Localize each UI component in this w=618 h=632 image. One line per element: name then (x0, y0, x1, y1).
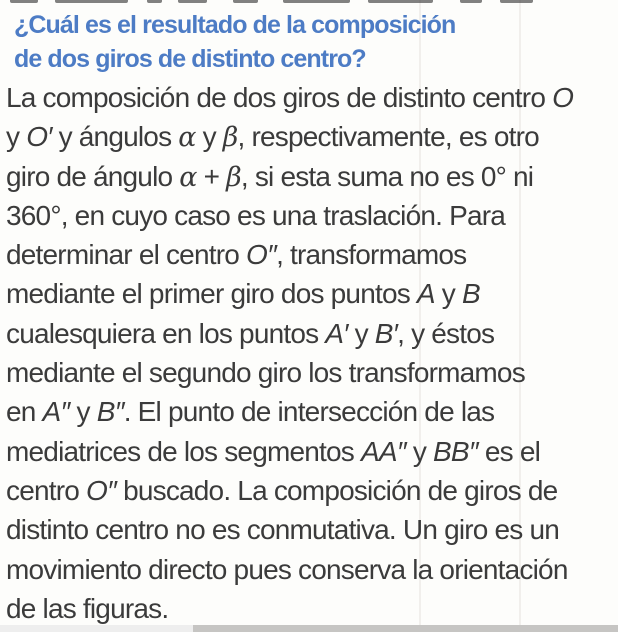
body-line (6, 589, 573, 628)
text-run: y (195, 121, 223, 153)
math-variable: B (461, 278, 480, 310)
text-run: , y éstos (397, 317, 495, 349)
text-run: y (6, 121, 27, 153)
body-line (6, 78, 573, 117)
scan-artifact-dash (368, 0, 433, 3)
scan-artifact-dash (500, 0, 533, 3)
heading-line-2: de dos giros de distinto centro? (14, 45, 366, 73)
greek-symbol: β (226, 161, 241, 193)
scan-artifact-top-edge (0, 0, 618, 4)
body-line (6, 471, 573, 510)
body-line (6, 432, 573, 471)
bottom-bar (0, 625, 618, 632)
math-variable: B″ (96, 396, 124, 428)
greek-symbol: β (222, 122, 238, 154)
math-variable: A′ (325, 317, 348, 349)
text-run: y (434, 278, 462, 310)
scan-artifact-dash (10, 0, 38, 3)
scan-artifact-dash (147, 0, 162, 3)
math-variable: B′ (374, 317, 398, 349)
text-run: , si esta suma no es 0° ni (240, 160, 534, 192)
scan-artifact-dash (178, 0, 207, 3)
math-variable: A (416, 278, 435, 310)
text-run: de las figuras. (6, 592, 169, 624)
text-run: cualesquiera en los puntos (6, 317, 326, 349)
math-variable: O″ (246, 239, 277, 271)
body-line (6, 117, 573, 156)
scan-artifact-dash (233, 0, 258, 3)
text-run: mediante el segundo giro los transformamos (6, 357, 525, 389)
text-run: distinto centro no es conmutativa. Un giro es un (6, 514, 560, 546)
body-line (6, 235, 573, 274)
body-line (6, 314, 573, 353)
text-run: mediante el primer giro dos puntos (6, 278, 417, 310)
text-run: y (69, 396, 97, 428)
math-variable: O″ (86, 474, 117, 506)
text-run: y ángulos (51, 121, 179, 153)
text-run: y (347, 317, 375, 349)
body-line (6, 274, 573, 313)
text-run: buscado. La composición de giros de (116, 474, 558, 506)
body-line (6, 392, 573, 431)
text-run: + (196, 160, 227, 192)
math-variable: O (552, 82, 574, 113)
text-run: 360°, en cuyo caso es una traslación. Para (6, 199, 506, 231)
text-run: La composición de dos giros de distinto centro (6, 82, 553, 113)
text-run: , transformamos (276, 239, 467, 271)
text-run: , respectivamente, es otro (237, 121, 539, 153)
scan-artifact-dash (460, 0, 482, 3)
body-line (6, 196, 573, 235)
text-run: en (6, 396, 43, 428)
text-run: y (405, 435, 434, 467)
text-run: centro (6, 474, 86, 506)
bottom-bar-left-segment (0, 625, 193, 632)
section-heading (14, 8, 455, 76)
text-run: giro de ángulo (6, 160, 180, 192)
body-line (6, 510, 573, 549)
math-variable: O′ (26, 121, 52, 153)
bottom-bar-right-segment (193, 625, 618, 632)
math-variable: BB″ (433, 435, 478, 467)
greek-symbol: α (178, 122, 196, 154)
body-line (6, 550, 573, 589)
heading-line-1: ¿Cuál es el resultado de la composición (14, 11, 456, 39)
text-run: determinar el centro (6, 239, 246, 271)
body-text (6, 78, 573, 628)
text-run: mediatrices de los segmentos (6, 435, 361, 467)
body-line (6, 157, 573, 196)
body-line (6, 353, 573, 392)
text-run: . El punto de intersección de las (123, 396, 495, 428)
scan-artifact-dash (55, 0, 128, 3)
math-variable: A″ (42, 396, 70, 428)
text-run: es el (477, 435, 541, 467)
text-run: movimiento directo pues conserva la orientación (6, 553, 568, 585)
math-variable: AA″ (360, 435, 406, 467)
greek-symbol: α (179, 161, 197, 193)
scan-artifact-dash (283, 0, 350, 3)
